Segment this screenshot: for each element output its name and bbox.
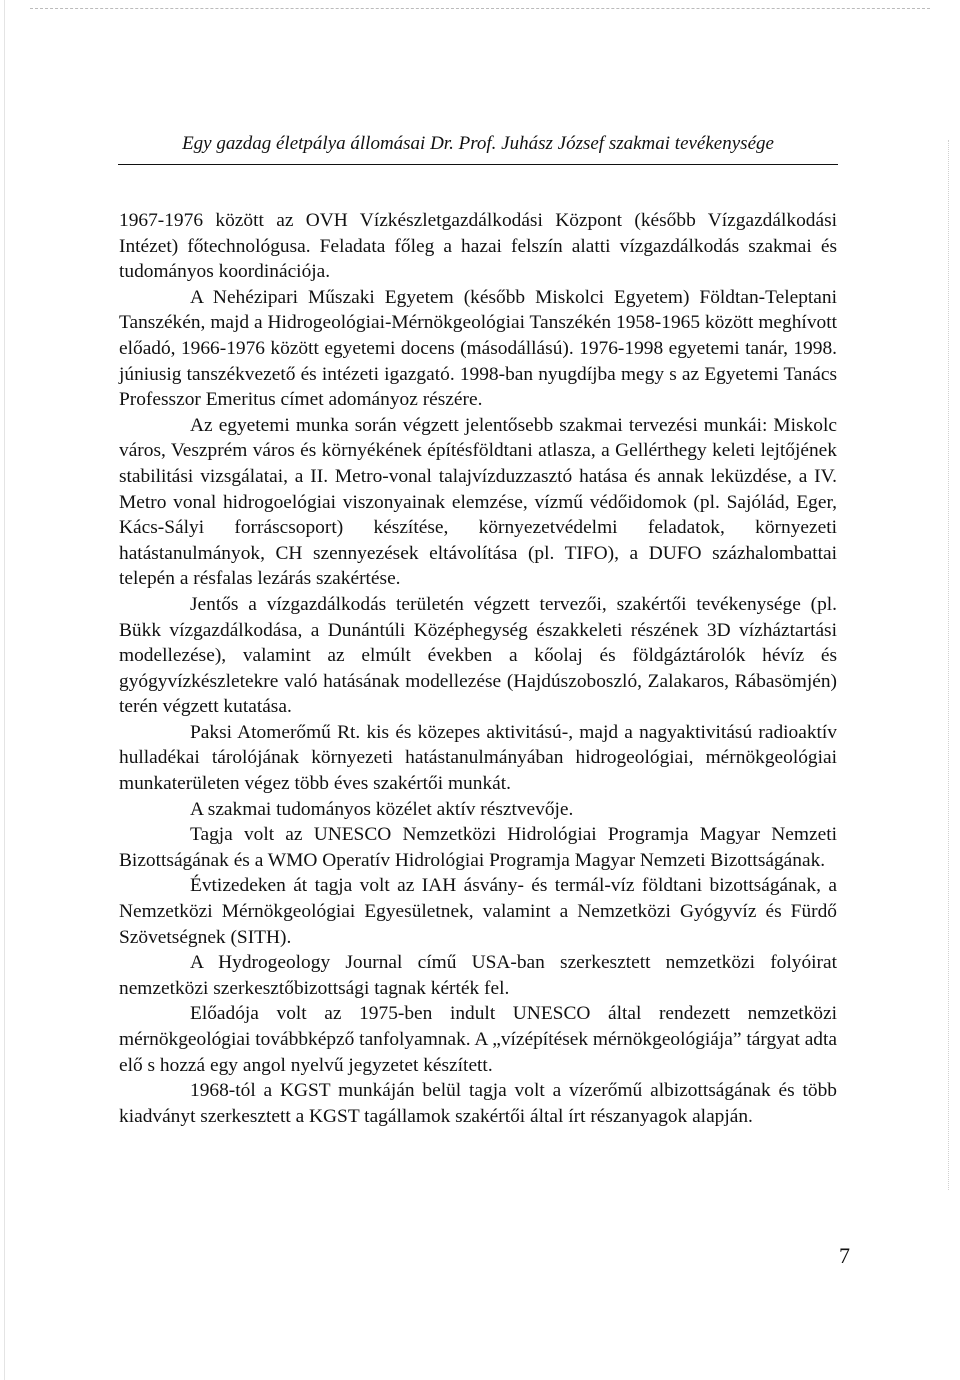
running-header: Egy gazdag életpálya állomásai Dr. Prof. Juhász József szakmai tevékenysége [182,133,774,154]
paragraph-unesco-course: Előadója volt az 1975-ben indult UNESCO által rendezett nemzetközi mérnökgeológiai továbbképző tanfolyamnak. A „vízépítések mérnökgeológiája” tárgyat adta elő s hozzá egy angol nyelvű jegyzetet készített. [119,1003,837,1076]
paragraph-design-works: Az egyetemi munka során végzett jelentősebb szakmai tervezési munkái: Miskolc város, Veszprém város és környékének építésföldtani atlasza, a Gellérthegy keleti lejtőjének stabilitási vizsgálatai, a II. Metro-vonal talajvízduzzasztó hatása és annak leküzdése, a IV. Metro vonal hidrogoelógiai viszonyainak elemzése, vízmű védőidomok (pl. Sajólád, Eger, Kács-Sályi forráscsoport) készítése, környezetvédelmi feladatok, környezeti hatástanulmányok, CH szennyezések eltávolítása (pl. TIFO), a DUFO százhalombattai telepén a résfalas lezárás szakértése. [119,414,837,590]
page-number: 7 [839,1243,850,1268]
paragraph-university: A Nehézipari Műszaki Egyetem (később Miskolci Egyetem) Földtan-Teleptani Tanszékén, majd a Hidrogeológiai-Mérnökgeológiai Tanszékén 1958-1965 között meghívott előadó, 1966-1976 között egyetemi docens (másodállású). 1976-1998 egyetemi tanár, 1998. júniusig tanszékvezető és intézeti igazgató. 1998-ban nyugdíjba megy s az Egyetemi Tanács Professzor Emeritus címet adományoz részére. [119,286,837,411]
paragraph-employment: 1967-1976 között az OVH Vízkészletgazdálkodási Központ (később Vízgazdálkodási Intézet) főtechnológusa. Feladata főleg a hazai felszín alatti vízgazdálkodás szakmai és tudományos koordinációja. [119,210,837,283]
paragraph-kgst: 1968-tól a KGST munkáján belül tagja volt a vízerőmű albizottságának és több kiadványt szerkesztett a KGST tagállamok szakértői által írt részanyagok alapján. [119,1080,837,1127]
body-text [119,208,837,1129]
paragraph-paks: Paksi Atomerőmű Rt. kis és közepes aktivitású-, majd a nagyaktivitású radioaktív hulladékai tárolójának környezeti hatástanulmányában hidrogeológiai, mérnökgeológiai munkaterületen végez több éves szakértői munkát. [119,721,837,795]
paragraph-unesco-committee: Tagja volt az UNESCO Nemzetközi Hidrológiai Programja Magyar Nemzeti Bizottságának és a WMO Operatív Hidrológiai Programja Magyar Nemzeti Bizottságának. [119,824,837,871]
header-rule [118,164,838,165]
scan-right-edge [948,140,949,1190]
paragraph-public-life: A szakmai tudományos közélet aktív résztvevője. [190,798,574,820]
scan-left-edge [4,0,5,1380]
paragraph-iah: Évtizedeken át tagja volt az IAH ásvány- és termál-víz földtani bizottságának, a Nemzetközi Mérnökgeológiai Egyesületnek, valamint a Nemzetközi Gyógyvíz és Fürdő Szövetségnek (SITH). [119,875,837,948]
paragraph-water-management: Jentős a vízgazdálkodás területén végzett tervezői, szakértői tevékenysége (pl. Bükk vízgazdálkodása, a Dunántúli Középhegység északkeleti részének 3D vízháztartási modellezése), valamint az elmúlt években a kőolaj és földgáztárolók hévíz és gyógyvízkészletekre való hatásának modellezése (Hajdúszoboszló, Zalakaros, Rábasömjén) terén végzett kutatása. [119,593,837,718]
scan-top-edge [30,8,930,9]
paragraph-hydrogeology-journal: A Hydrogeology Journal című USA-ban szerkesztett nemzetközi folyóirat nemzetközi szerkesztőbizottsági tagnak kérték fel. [119,952,837,999]
